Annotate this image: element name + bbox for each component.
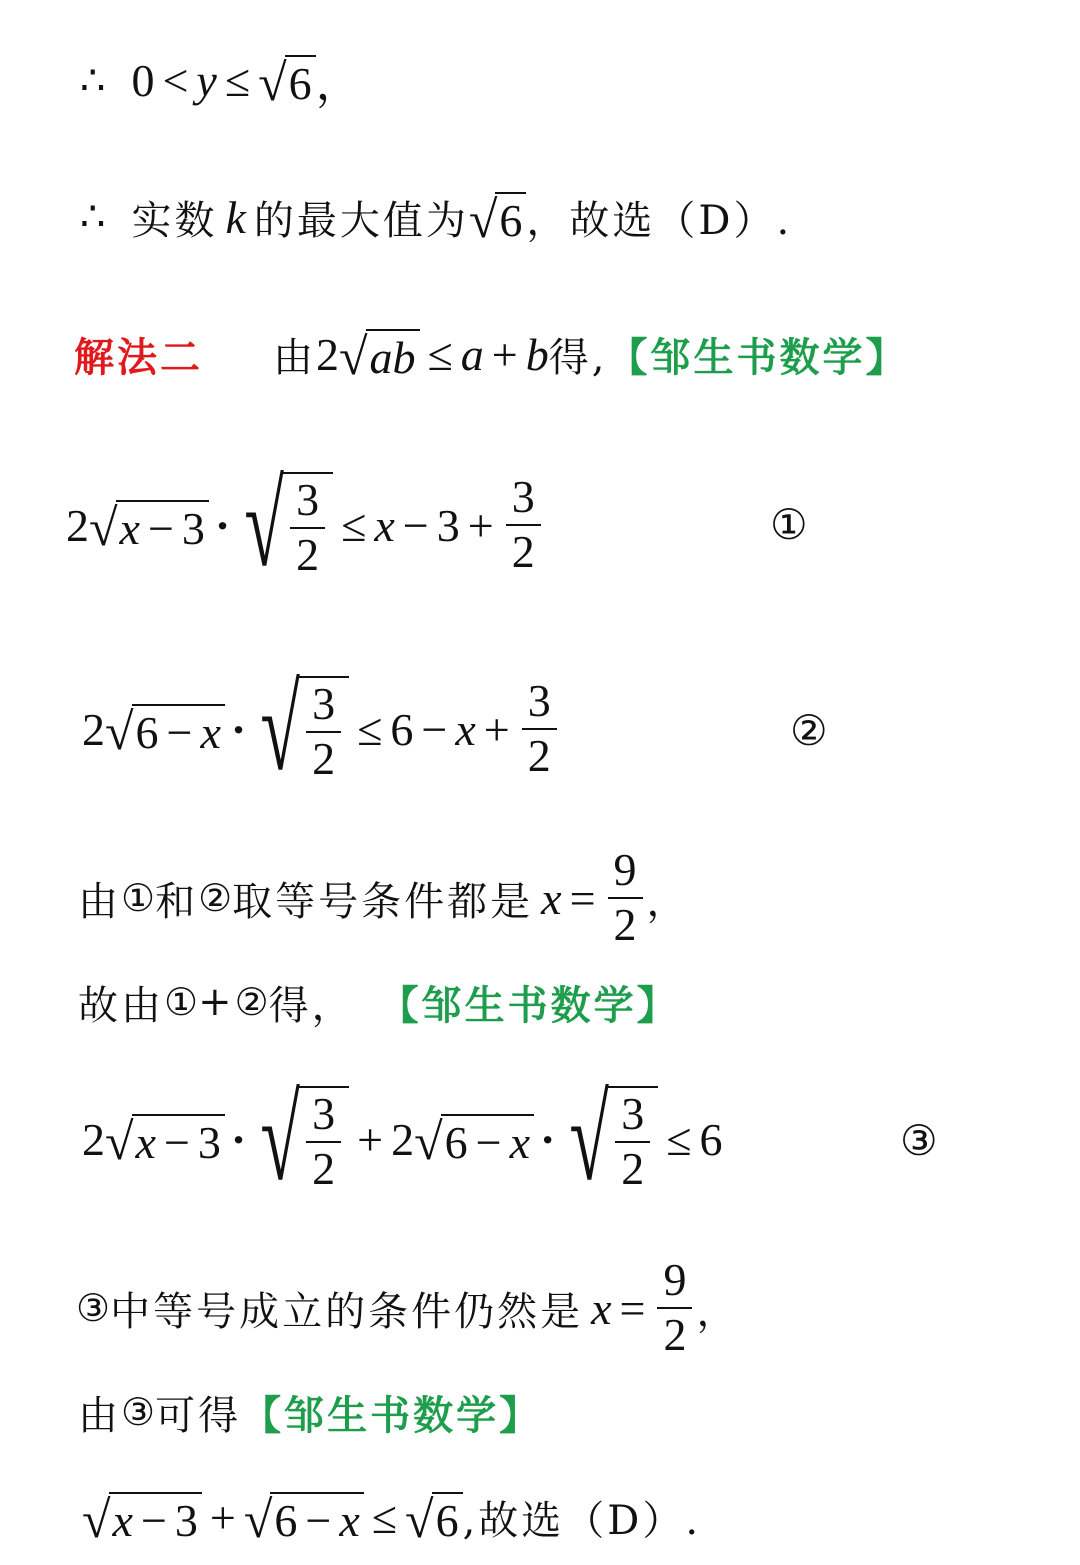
two: 2 xyxy=(82,703,105,755)
multiply-dot: · xyxy=(230,1113,247,1165)
var-x: x xyxy=(200,706,221,758)
var-x: x xyxy=(112,1494,133,1546)
radical-sign: √ xyxy=(105,1113,134,1171)
two: 2 xyxy=(66,499,89,551)
line-method-two xyxy=(74,322,908,386)
therefore-symbol: ∴ xyxy=(80,57,106,103)
sqrt-6-minus-x xyxy=(244,1488,364,1547)
line-max-value xyxy=(80,185,792,249)
sqrt-6-minus-x xyxy=(105,700,225,759)
sqrt-six xyxy=(405,1488,463,1547)
var-x: x xyxy=(455,703,476,755)
watermark-tag: 【邹生书数学】 xyxy=(607,333,909,381)
fraction-3-2 xyxy=(615,1088,650,1196)
three: 3 xyxy=(181,502,205,554)
denominator: 2 xyxy=(290,527,325,582)
method-label: 解法二 xyxy=(74,333,203,381)
three: 3 xyxy=(197,1116,221,1168)
six: 6 xyxy=(444,1116,468,1168)
therefore-symbol: ∴ xyxy=(80,194,106,240)
multiply-dot: · xyxy=(230,703,247,755)
radicand xyxy=(270,1492,363,1547)
rhs-six: 6 xyxy=(699,1113,723,1165)
line-equality-still xyxy=(76,1250,739,1366)
comma: ， xyxy=(315,58,362,109)
radicand: ab xyxy=(366,329,420,384)
less-equal: ≤ xyxy=(427,328,453,380)
sqrt-six xyxy=(469,188,527,247)
radical-sign: √ xyxy=(243,1491,273,1549)
var-x: x xyxy=(541,872,562,924)
numerator: 9 xyxy=(663,1254,687,1306)
sqrt-x-minus-3 xyxy=(105,1110,225,1169)
radicand xyxy=(109,1492,202,1547)
circled-three: ③ xyxy=(121,1390,156,1434)
two: 2 xyxy=(391,1113,415,1165)
line-equality-condition xyxy=(78,840,690,956)
two: 2 xyxy=(82,1113,105,1165)
radicand xyxy=(607,1086,658,1196)
radicand xyxy=(132,704,225,759)
answer-text: ，故选（D）. xyxy=(526,197,793,244)
radical-sign: √ xyxy=(405,1491,434,1549)
denominator: 2 xyxy=(608,897,643,952)
text-de: 得, xyxy=(548,334,608,381)
six: 6 xyxy=(135,706,159,758)
denominator: 2 xyxy=(657,1307,692,1362)
minus: − xyxy=(402,499,429,551)
radical-sign: √ xyxy=(339,328,368,386)
fraction-3-2 xyxy=(522,675,557,783)
radicand xyxy=(298,1086,349,1196)
numerator: 3 xyxy=(312,1088,336,1140)
less-equal: ≤ xyxy=(224,54,251,106)
numerator: 9 xyxy=(613,844,637,896)
var-x: x xyxy=(374,499,395,551)
equation-1 xyxy=(66,458,545,591)
less-equal: ≤ xyxy=(357,703,383,755)
fraction-9-2 xyxy=(657,1254,692,1362)
multiply-dot: · xyxy=(540,1113,556,1165)
equation-marker-2: ② xyxy=(790,706,828,755)
radical-sign: √ xyxy=(468,191,498,249)
line-conclusion-range xyxy=(80,48,362,112)
numerator: 3 xyxy=(621,1088,645,1140)
var-a: a xyxy=(460,328,484,380)
minus: − xyxy=(163,1116,190,1168)
text-kede: 可得 xyxy=(155,1392,242,1439)
sqrt-fraction xyxy=(252,1072,349,1205)
text-shishu: 实数 xyxy=(131,197,218,244)
minus: − xyxy=(305,1494,332,1546)
equals: = xyxy=(619,1282,646,1334)
three: 3 xyxy=(174,1494,198,1546)
denominator: 2 xyxy=(615,1141,650,1196)
minus: − xyxy=(140,1494,167,1546)
sqrt-fraction xyxy=(252,662,349,795)
line-sum xyxy=(78,970,680,1034)
numerator: 3 xyxy=(527,675,551,727)
numerator: 3 xyxy=(296,474,320,526)
radicand xyxy=(132,1114,225,1169)
denominator: 2 xyxy=(506,524,541,579)
radicand xyxy=(298,676,349,786)
text-you: 由 xyxy=(78,878,121,925)
plus: + xyxy=(198,979,235,1025)
sqrt-fraction xyxy=(561,1072,658,1205)
comma: ， xyxy=(646,878,690,925)
zero: 0 xyxy=(131,54,155,106)
circled-one: ① xyxy=(164,980,199,1024)
text-he: 和 xyxy=(155,878,199,925)
var-x: x xyxy=(119,502,140,554)
plus: + xyxy=(483,703,510,755)
plus: + xyxy=(357,1113,384,1165)
line-from-three xyxy=(78,1380,542,1444)
less-than: < xyxy=(162,54,189,106)
var-x: x xyxy=(509,1116,530,1168)
numerator: 3 xyxy=(312,678,336,730)
answer-text: ,故选（D）. xyxy=(462,1497,702,1544)
fraction-3-2 xyxy=(306,1088,341,1196)
comma: ， xyxy=(696,1288,740,1335)
six: 6 xyxy=(390,703,414,755)
equation-3 xyxy=(82,1072,723,1205)
six: 6 xyxy=(274,1494,298,1546)
var-y: y xyxy=(196,54,217,106)
text-you: 由 xyxy=(273,334,316,381)
text-de: 得， xyxy=(268,982,355,1029)
radical-sign: √ xyxy=(82,1491,111,1549)
sqrt-6-minus-x xyxy=(414,1110,534,1169)
less-equal: ≤ xyxy=(371,1491,398,1543)
text-you: 由 xyxy=(78,1392,121,1439)
text-max-value: 的最大值为 xyxy=(253,197,469,244)
sqrt-ab xyxy=(339,325,420,384)
radical-sign: √ xyxy=(414,1113,443,1171)
radical-sign: √ xyxy=(89,499,118,557)
numerator: 3 xyxy=(511,471,535,523)
radical-sign: √ xyxy=(260,662,301,795)
fraction-3-2 xyxy=(290,474,325,582)
radical-sign: √ xyxy=(260,1072,301,1205)
equals: = xyxy=(569,872,596,924)
equation-marker-3: ③ xyxy=(900,1116,938,1165)
circled-two: ② xyxy=(198,876,233,920)
plus: + xyxy=(467,499,494,551)
fraction-3-2 xyxy=(506,471,541,579)
condition-text: 取等号条件都是 xyxy=(232,878,534,925)
text-guyou: 故由 xyxy=(78,982,164,1029)
sqrt-fraction xyxy=(236,458,333,591)
watermark-tag: 【邹生书数学】 xyxy=(241,1391,543,1439)
multiply-dot: · xyxy=(214,499,231,551)
fraction-9-2 xyxy=(608,844,643,952)
circled-three: ③ xyxy=(76,1286,111,1330)
plus: + xyxy=(491,328,518,380)
circled-two: ② xyxy=(234,980,269,1024)
minus: − xyxy=(166,706,193,758)
circled-one: ① xyxy=(121,876,156,920)
radicand: 6 xyxy=(495,192,526,247)
watermark-tag: 【邹生书数学】 xyxy=(378,981,680,1029)
radical-sign: √ xyxy=(244,458,285,591)
denominator: 2 xyxy=(522,728,557,783)
two: 2 xyxy=(316,328,339,380)
radicand: 6 xyxy=(285,55,316,110)
condition-text: 中等号成立的条件仍然是 xyxy=(110,1288,584,1335)
minus: − xyxy=(147,502,174,554)
radicand xyxy=(116,500,209,555)
radicand: 6 xyxy=(432,1492,463,1547)
plus: + xyxy=(209,1491,236,1543)
var-x: x xyxy=(135,1116,156,1168)
minus: − xyxy=(421,703,448,755)
sqrt-x-minus-3 xyxy=(82,1488,202,1547)
var-b: b xyxy=(525,328,549,380)
denominator: 2 xyxy=(306,1141,341,1196)
radicand xyxy=(282,472,333,582)
radical-sign: √ xyxy=(105,703,134,761)
radicand xyxy=(441,1114,534,1169)
var-x: x xyxy=(591,1282,612,1334)
minus: − xyxy=(475,1116,502,1168)
equation-2 xyxy=(82,662,561,795)
radical-sign: √ xyxy=(258,54,287,112)
sqrt-x-minus-3 xyxy=(89,496,209,555)
var-k: k xyxy=(225,191,246,243)
line-final-inequality xyxy=(82,1482,701,1552)
less-equal: ≤ xyxy=(341,499,367,551)
denominator: 2 xyxy=(306,731,341,786)
radical-sign: √ xyxy=(569,1072,610,1205)
three: 3 xyxy=(436,499,460,551)
equation-marker-1: ① xyxy=(770,500,808,549)
sqrt-six xyxy=(258,51,316,110)
var-x: x xyxy=(339,1494,360,1546)
less-equal: ≤ xyxy=(666,1113,692,1165)
fraction-3-2 xyxy=(306,678,341,786)
